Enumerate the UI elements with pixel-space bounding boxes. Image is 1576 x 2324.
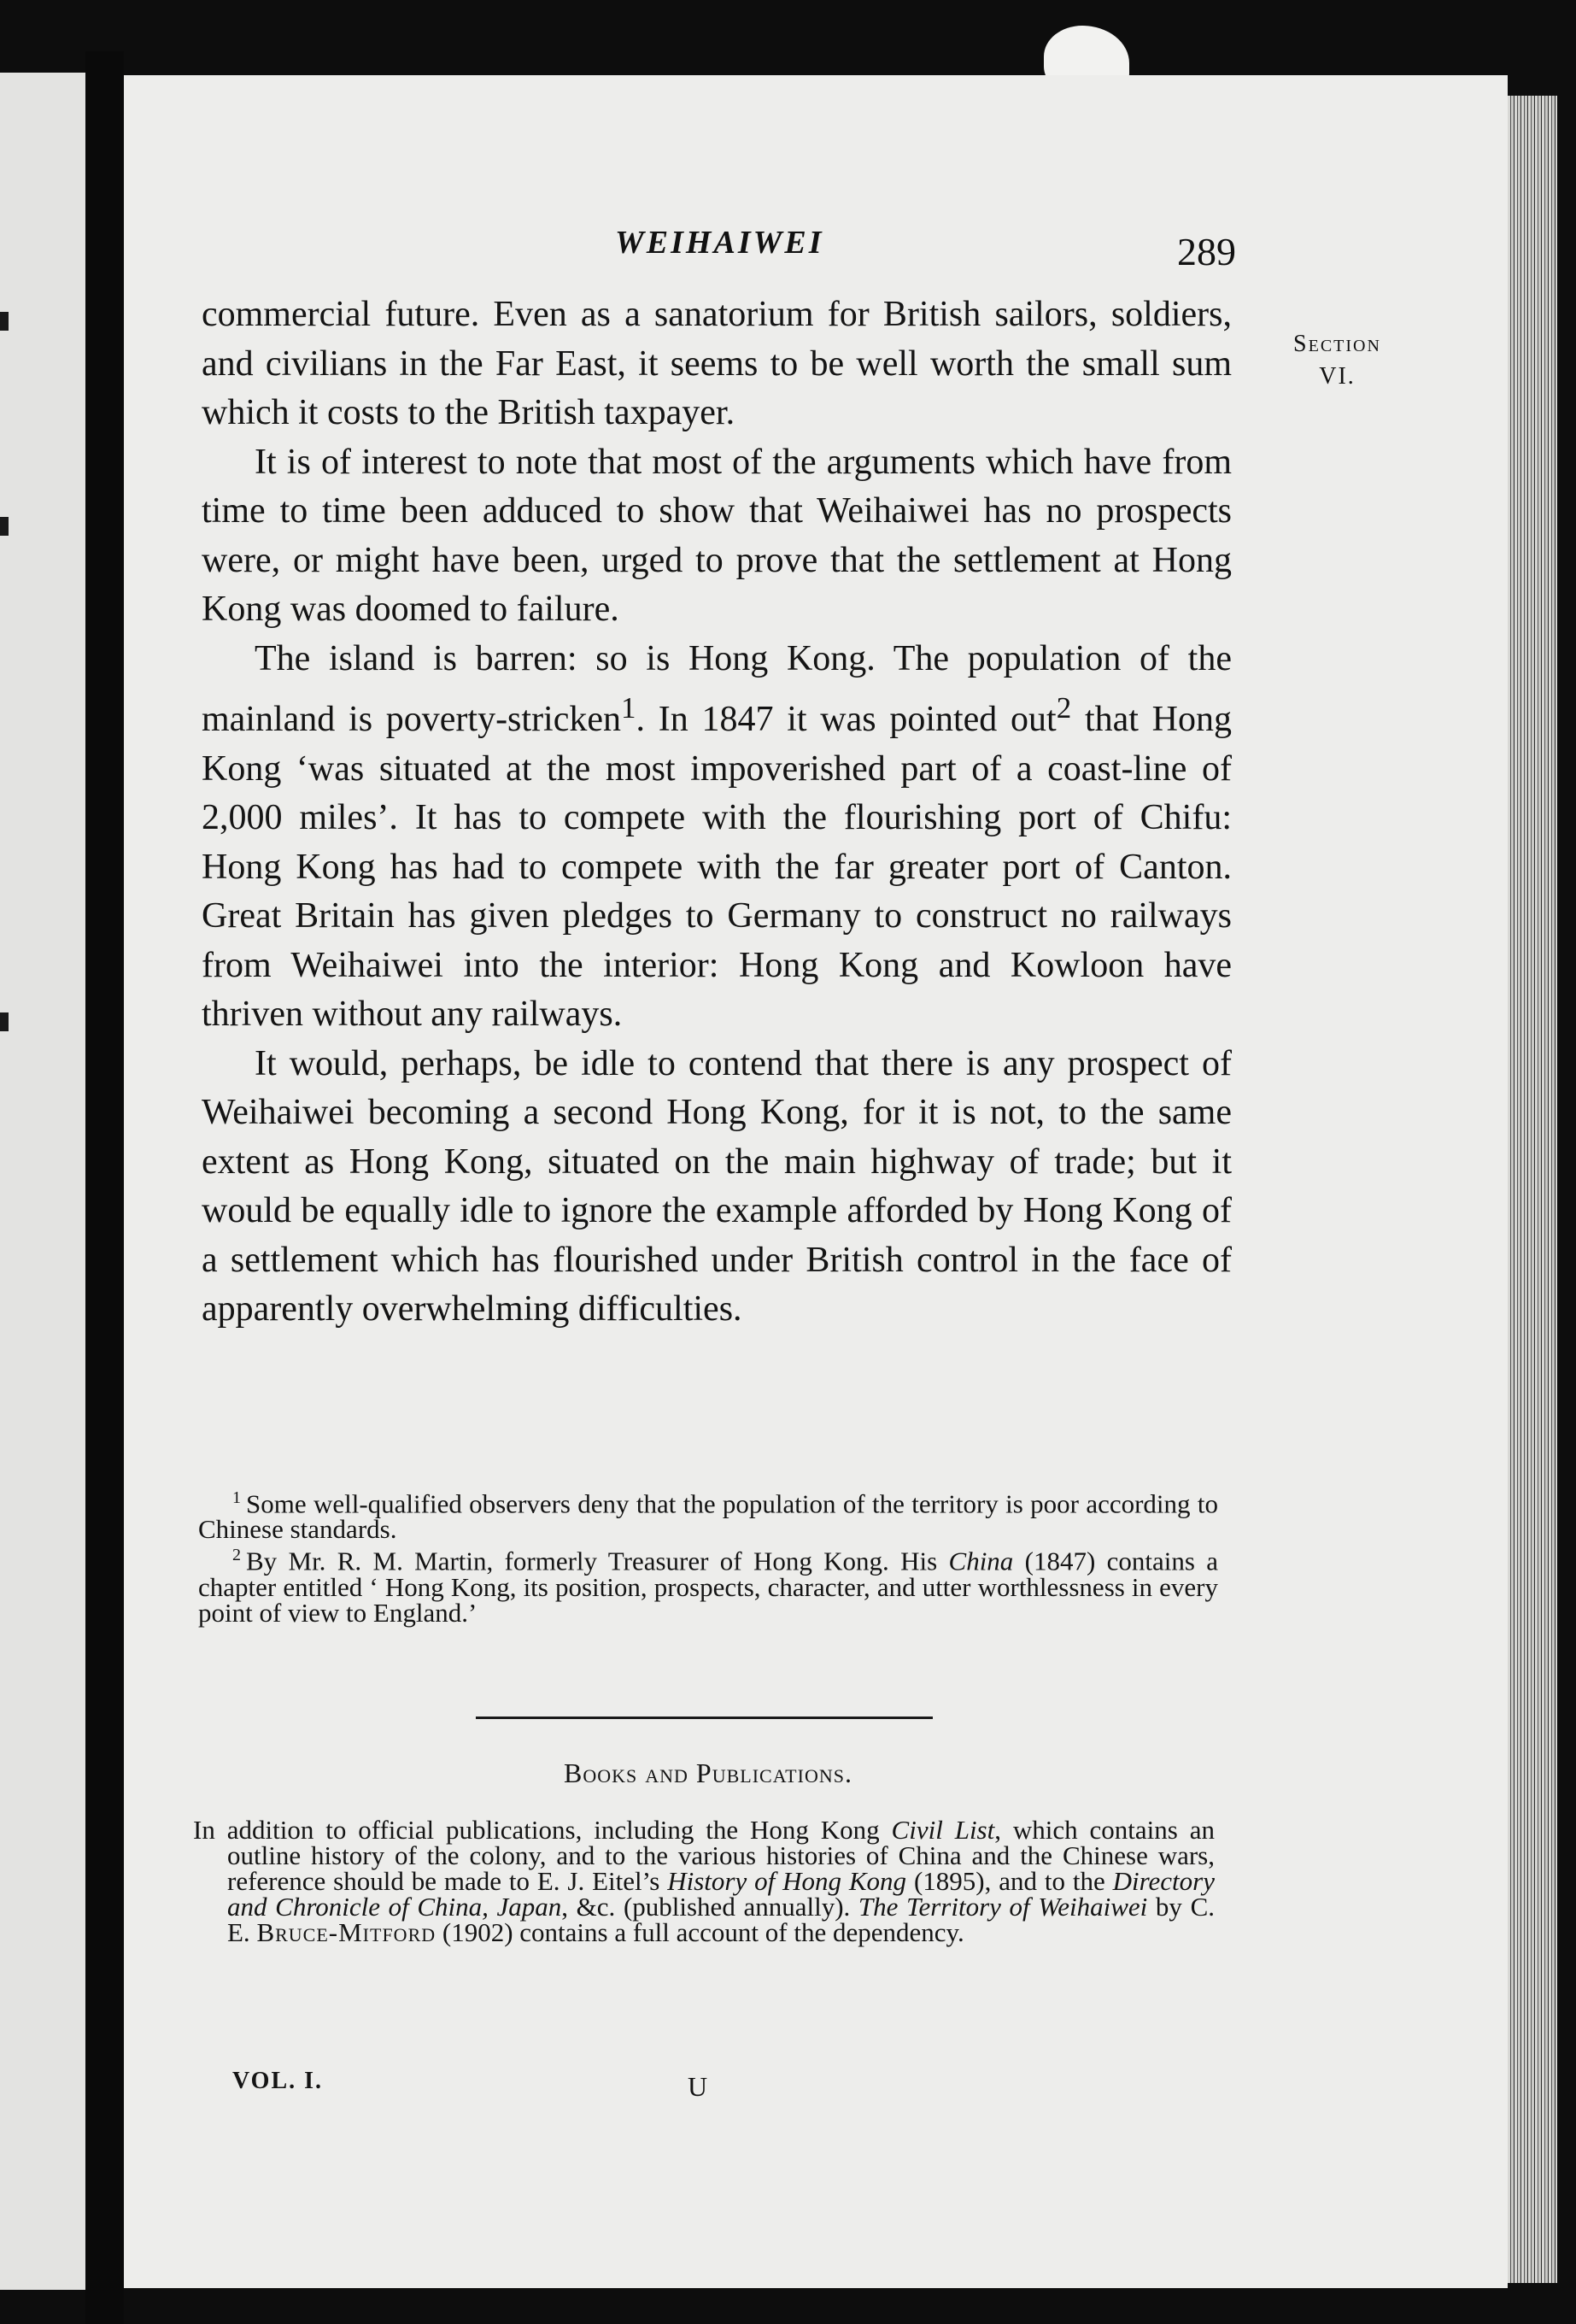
book-title: Civil List [891, 1815, 995, 1845]
footnotes [198, 1485, 1218, 1626]
book-title: Directory and Chronicle of China, Japan [227, 1866, 1215, 1922]
previous-page-edge [0, 73, 85, 2290]
paragraph-text: The island is barren: so is Hong Kong. The population of the mainland is poverty-stricken [202, 638, 1232, 739]
running-head: WEIHAIWEI [615, 225, 824, 261]
footnote-marker: 2 [232, 1546, 241, 1565]
books-text: (1895), and to the [906, 1866, 1113, 1896]
page-edges [1508, 96, 1557, 2283]
volume-signature: VOL. I. [232, 2068, 324, 2094]
paragraph-text: . In 1847 it was pointed out [636, 700, 1057, 739]
section-side-note [1263, 328, 1412, 393]
footnote [198, 1542, 1219, 1628]
edge-mark [0, 312, 9, 331]
books-text: In addition to official publications, including the Hong Kong [193, 1815, 892, 1845]
footnote-ref: 2 [1056, 691, 1072, 725]
paragraph [202, 635, 1232, 1040]
paragraph: commercial future. Even as a sanatorium for British sailors, soldiers, and civilians in the Far East, it seems to be well worth the small sum which it costs to the British taxpayer. [202, 295, 1232, 432]
paragraph: It is of interest to note that most of the arguments which have from time to time been adduced to show that Weihaiwei has no prospects were, or might have been, urged to prove that the settlement at Hong Kong was doomed to failure. [202, 442, 1232, 629]
books-paragraph [193, 1817, 1215, 1945]
paragraph-text: that Hong Kong ‘was situated at the most impoverished part of a coast-line of 2,000 miles’. It has to compete with the flourishing port of Chifu: Hong Kong has had to compete with the far greater port of Canton. Great Britain has given pledges to Germany to construct no railways from Weihaiwei into the interior: Hong Kong and Kowloon have thriven without any railways. [202, 700, 1232, 1034]
section-title: Books and Publications. [564, 1758, 852, 1788]
book-gutter [85, 51, 124, 2324]
page-number: 289 [1177, 230, 1236, 273]
edge-mark [0, 517, 9, 536]
footnote-italic: China [948, 1546, 1014, 1576]
body-text [202, 290, 1232, 1335]
book-title: History of Hong Kong [667, 1866, 907, 1896]
books-text: (1902) contains a full account of the dependency. [436, 1917, 964, 1947]
side-note-section: Section [1293, 331, 1381, 357]
footnote-marker: 1 [232, 1488, 241, 1507]
footnote [198, 1485, 1218, 1545]
footnote-text: (1847) contains a chapter entitled ‘ Hong Kong, its position, prospects, character, and utter worthlessness in every point of view to England.’ [198, 1546, 1219, 1628]
section-divider [476, 1717, 933, 1719]
footnote-text: By Mr. R. M. Martin, formerly Treasurer of Hong Kong. His [246, 1546, 949, 1576]
signature-mark: U [688, 2071, 708, 2102]
author-name: Bruce-Mitford [256, 1917, 436, 1947]
edge-mark [0, 1012, 9, 1031]
books-and-publications [193, 1817, 1215, 1945]
books-text: by C. E. [227, 1892, 1215, 1947]
side-note-number: VI. [1319, 363, 1356, 390]
books-text: , which contains an outline history of the colony, and to the various histories of China and the Chinese wars, reference should be made to E. J. Eitel’s [227, 1815, 1215, 1896]
paragraph: It would, perhaps, be idle to contend that there is any prospect of Weihaiwei becoming a second Hong Kong, for it is not, to the same extent as Hong Kong, situated on the main highway of trade; but it would be equally idle to ignore the example afforded by Hong Kong of a settlement which has flourished under British control in the face of apparently overwhelming difficulties. [202, 1043, 1232, 1329]
footnote-text: Some well-qualified observers deny that the population of the territory is poor according to Chinese standards. [198, 1488, 1218, 1545]
footnote-ref: 1 [621, 691, 636, 725]
book-title: The Territory of Weihaiwei [858, 1892, 1148, 1922]
books-text: , &c. (published annually). [561, 1892, 858, 1922]
